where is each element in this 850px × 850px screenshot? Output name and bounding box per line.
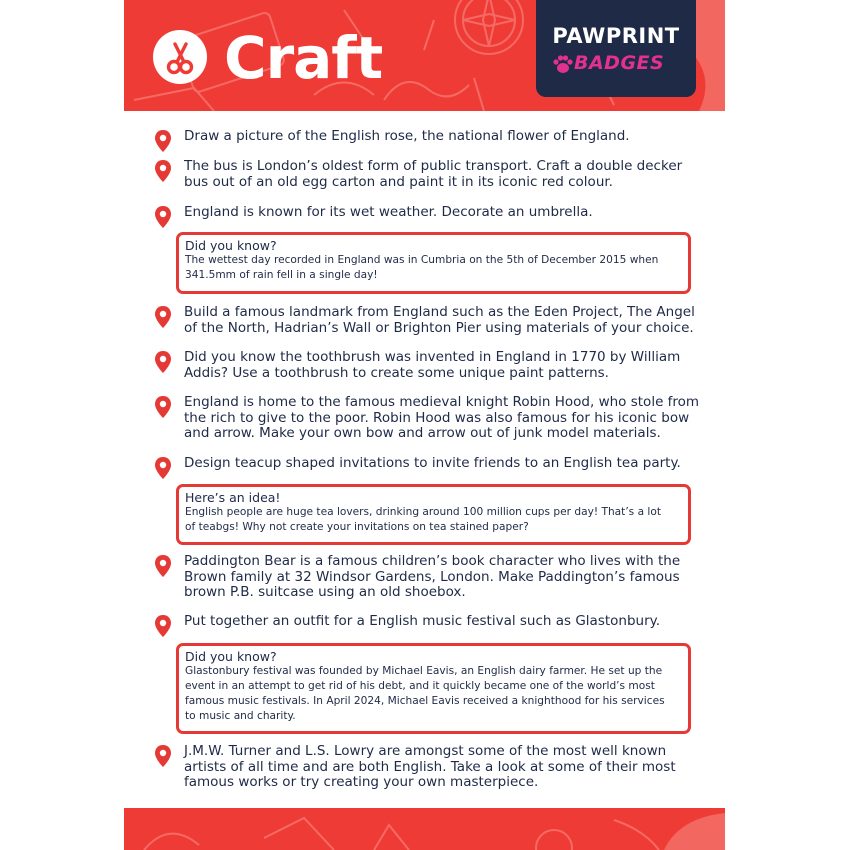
item-text: The bus is London’s oldest form of public transport. Craft a double decker bus out of an old egg carton and paint it in its iconic red colour.	[184, 158, 683, 190]
item-text: Did you know the toothbrush was invented in England in 1770 by William Addis? Use a toothbrush to create some unique paint patterns.	[184, 349, 681, 381]
logo-text-pawprint: PAWPRINT	[552, 24, 680, 48]
header-banner	[124, 0, 725, 111]
page-title: Craft	[224, 24, 383, 92]
item-text: Paddington Bear is a famous children’s book character who lives with the Brown family at 32 Windsor Gardens, London. Make Paddington’s famous brown P.B. suitcase using an old shoebox.	[184, 553, 681, 600]
item-text: Design teacup shaped invitations to invite friends to an English tea party.	[184, 455, 681, 471]
did-you-know-box	[176, 232, 691, 294]
item-text: England is known for its wet weather. Decorate an umbrella.	[184, 204, 593, 220]
location-pin-icon	[154, 554, 172, 578]
heres-an-idea-box	[176, 484, 691, 545]
location-pin-icon	[154, 456, 172, 480]
location-pin-icon	[154, 159, 172, 183]
did-you-know-box	[176, 643, 691, 734]
location-pin-icon	[154, 129, 172, 153]
location-pin-icon	[154, 350, 172, 374]
item-text: England is home to the famous medieval knight Robin Hood, who stole from the rich to give to the poor. Robin Hood was also famous for his iconic bow and arrow. Make your own bow and arrow out of junk model materials.	[184, 394, 700, 441]
box-body: Glastonbury festival was founded by Michael Eavis, an English dairy farmer. He set up the event in an attempt to get rid of his debt, and it quickly became one of the world’s most famous music festivals. In April 2024, Michael Eavis received a knighthood for his services to music and charity.	[185, 665, 665, 722]
location-pin-icon	[154, 205, 172, 229]
box-heading: Did you know?	[185, 649, 277, 664]
item-text: Put together an outfit for a English music festival such as Glastonbury.	[184, 613, 661, 629]
paw-icon	[552, 54, 574, 74]
location-pin-icon	[154, 395, 172, 419]
item-text: Draw a picture of the English rose, the national flower of England.	[184, 128, 630, 144]
location-pin-icon	[154, 305, 172, 329]
craft-page	[124, 0, 725, 850]
pawprint-badges-logo	[536, 0, 696, 97]
item-text: Build a famous landmark from England such as the Eden Project, The Angel of the North, Hadrian’s Wall or Brighton Pier using materials of your choice.	[184, 304, 695, 336]
item-text: J.M.W. Turner and L.S. Lowry are amongst some of the most well known artists of all time and are both English. Take a look at some of their most famous works or try creating your own masterpiece.	[184, 743, 676, 790]
location-pin-icon	[154, 744, 172, 768]
footer-decoration	[124, 808, 725, 850]
box-body: The wettest day recorded in England was in Cumbria on the 5th of December 2015 when 341.5mm of rain fell in a single day!	[185, 254, 659, 281]
logo-text-badges: BADGES	[574, 52, 665, 74]
footer-banner	[124, 808, 725, 850]
box-heading: Did you know?	[185, 238, 277, 253]
content-area	[124, 111, 725, 808]
location-pin-icon	[154, 614, 172, 638]
box-heading: Here’s an idea!	[185, 490, 281, 505]
box-body: English people are huge tea lovers, drinking around 100 million cups per day! That’s a lot of teabgs! Why not create your invitations on tea stained paper?	[185, 506, 662, 533]
scissors-icon	[153, 30, 207, 84]
